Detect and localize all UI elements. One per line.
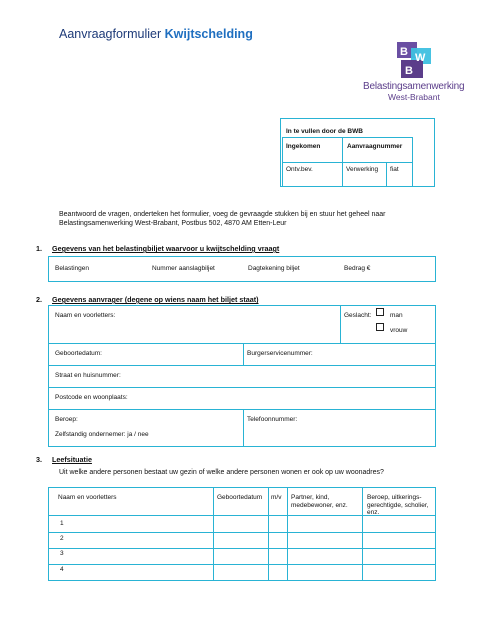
naam-field[interactable]: Naam en voorletters:: [55, 312, 116, 319]
beroep-field[interactable]: Beroep:: [55, 416, 78, 423]
intro-line-2: Belastingsamenwerking West-Brabant, Postbus 502, 4870 AM Etten-Leur: [59, 220, 287, 227]
page-title: [59, 27, 253, 41]
aanvraagnummer-label: Aanvraagnummer: [347, 143, 403, 150]
col-beroep: Beroep, uitkerings-gerechtigde, scholier, enz.: [367, 494, 429, 516]
vrouw-label: vrouw: [390, 327, 408, 334]
svg-text:W: W: [415, 52, 426, 64]
bwb-logo: [395, 40, 433, 82]
section-1-heading: 1. Gegevens van het belastingbiljet waarvoor u kwijtschelding vraagt: [36, 244, 280, 253]
title-plain: Aanvraagformulier: [59, 27, 162, 41]
table-row[interactable]: 2: [60, 535, 64, 542]
ontv-label: Ontv.bev.: [286, 166, 313, 173]
bedrag-field[interactable]: Bedrag €: [344, 265, 371, 272]
section-3-question: Uit welke andere personen bestaat uw gezin of welke andere personen wonen er ook op uw woonadres?: [59, 469, 384, 476]
table-row[interactable]: 1: [60, 520, 64, 527]
logo-line-1: Belastingsamenwerking: [363, 81, 465, 92]
man-checkbox[interactable]: [376, 308, 384, 316]
intro-line-1: Beantwoord de vragen, onderteken het formulier, voeg de gevraagde stukken bij en stuur het geheel naar: [59, 211, 386, 218]
table-row[interactable]: 4: [60, 566, 64, 573]
col-naam: Naam en voorletters: [58, 494, 117, 501]
straat-field[interactable]: Straat en huisnummer:: [55, 372, 121, 379]
bsn-field[interactable]: Burgerservicenummer:: [247, 350, 313, 357]
col-relatie: Partner, kind, medebewoner, enz.: [291, 494, 348, 509]
table-row[interactable]: 3: [60, 550, 64, 557]
section-1-box: [48, 256, 436, 282]
svg-text:B: B: [400, 46, 408, 58]
telefoon-field[interactable]: Telefoonnummer:: [247, 416, 298, 423]
ingekomen-label: Ingekomen: [286, 143, 321, 150]
postcode-field[interactable]: Postcode en woonplaats:: [55, 394, 128, 401]
geslacht-label: Geslacht:: [344, 312, 372, 319]
section-3-heading: 3. Leefsituatie: [36, 455, 92, 464]
col-geboortedatum: Geboortedatum: [217, 494, 263, 501]
office-box-title: In te vullen door de BWB: [286, 128, 363, 135]
fiat-label: fiat: [390, 166, 399, 173]
title-bold: Kwijtschelding: [164, 27, 253, 41]
belastingen-field[interactable]: Belastingen: [55, 265, 89, 272]
zelfstandig-field[interactable]: Zelfstandig ondernemer: ja / nee: [55, 431, 149, 438]
section-2-heading: 2. Gegevens aanvrager (degene op wiens naam het biljet staat): [36, 295, 259, 304]
geboortedatum-field[interactable]: Geboortedatum:: [55, 350, 102, 357]
man-label: man: [390, 312, 403, 319]
col-mv: m/v: [271, 494, 282, 501]
logo-line-2: West-Brabant: [388, 92, 440, 102]
vrouw-checkbox[interactable]: [376, 323, 384, 331]
dagtekening-field[interactable]: Dagtekening biljet: [248, 265, 300, 272]
verwerking-label: Verwerking: [346, 166, 379, 173]
aanslagbiljet-field[interactable]: Nummer aanslagbiljet: [152, 265, 215, 272]
svg-text:B: B: [405, 65, 413, 77]
